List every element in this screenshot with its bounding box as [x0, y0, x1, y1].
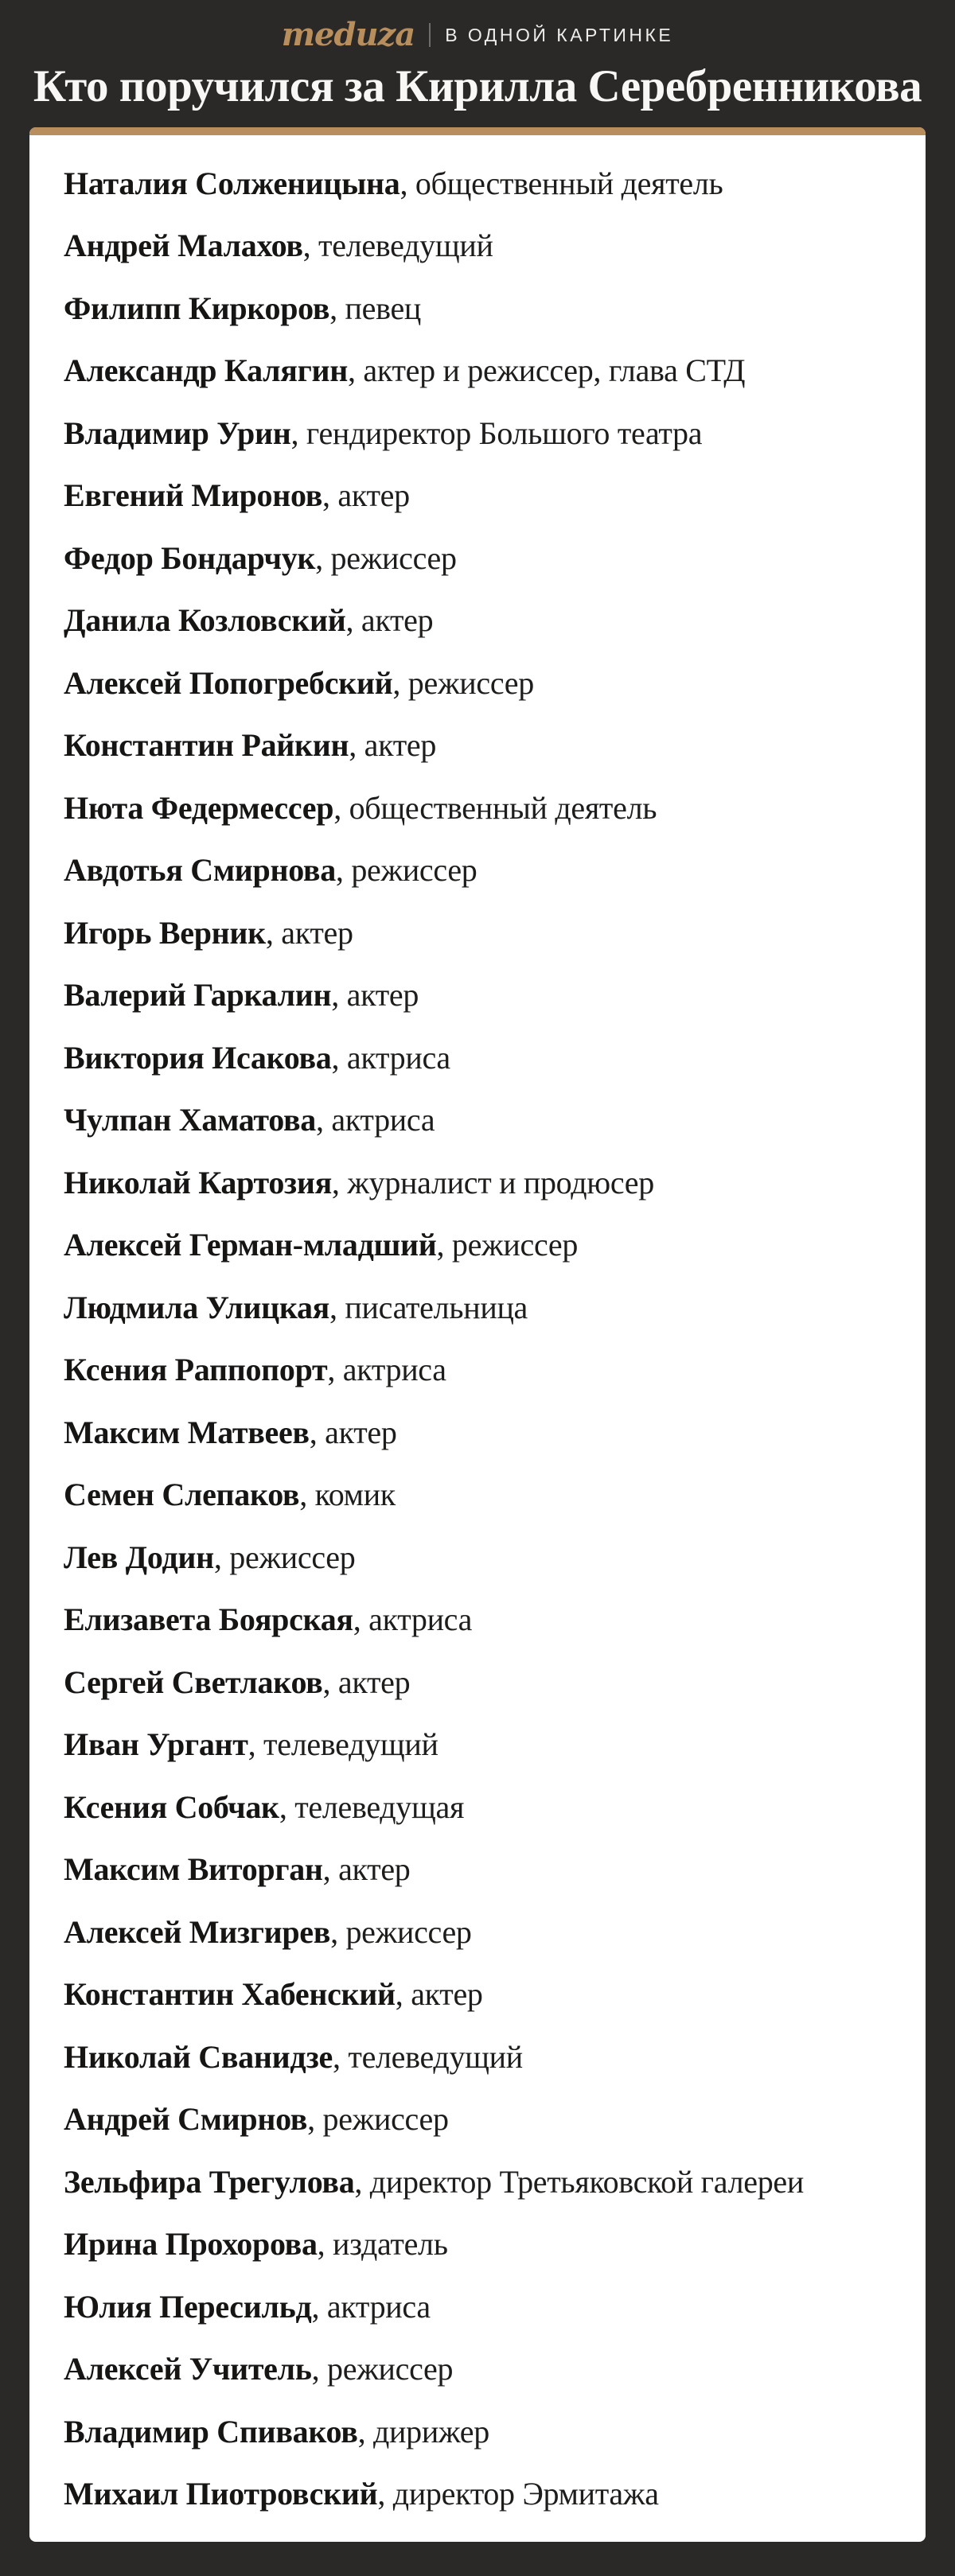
person-role: , телеведущий [332, 2038, 523, 2075]
person-role: , общественный деятель [333, 789, 657, 826]
guarantors-list [29, 135, 926, 2542]
person-role: , директор Третьяковской галереи [354, 2163, 804, 2200]
person-role: , режиссер [335, 852, 477, 889]
list-item [64, 776, 891, 839]
list-item [64, 1338, 891, 1401]
person-name: Александр Калягин [64, 352, 348, 389]
list-item [64, 464, 891, 527]
person-role: , комик [299, 1477, 396, 1513]
list-item [64, 1713, 891, 1776]
list-item [64, 2150, 891, 2213]
list-item [64, 1276, 891, 1339]
person-role: , актер [395, 1976, 483, 2013]
person-name: Людмила Улицкая [64, 1289, 330, 1325]
list-item [64, 2275, 891, 2338]
person-role: , актер [349, 727, 437, 764]
header [0, 0, 955, 111]
person-name: Федор Бондарчук [64, 539, 316, 576]
list-item [64, 527, 891, 590]
person-name: Максим Виторган [64, 1851, 323, 1888]
person-name: Юлия Пересильд [64, 2288, 312, 2325]
person-role: , актер [322, 477, 410, 514]
person-name: Ксения Раппопорт [64, 1352, 328, 1388]
person-role: , актер [309, 1414, 397, 1450]
person-role: , актриса [311, 2288, 431, 2325]
list-item [64, 2400, 891, 2463]
person-name: Николай Картозия [64, 1164, 332, 1200]
person-name: Елизавета Боярская [64, 1601, 353, 1638]
person-name: Константин Райкин [64, 727, 349, 764]
person-name: Иван Ургант [64, 1726, 248, 1763]
list-item [64, 2337, 891, 2400]
list-item [64, 339, 891, 402]
card [29, 127, 926, 2542]
page-title: Кто поручился за Кирилла Серебренникова [33, 61, 922, 111]
list-item [64, 1026, 891, 1089]
list-item [64, 2212, 891, 2275]
person-name: Ксения Собчак [64, 1788, 279, 1825]
person-name: Зельфира Трегулова [64, 2163, 355, 2200]
person-role: , директор Эрмитажа [377, 2476, 659, 2512]
person-role: , гендиректор Большого театра [290, 414, 703, 451]
person-role: , актер [331, 977, 419, 1014]
brand-row [0, 16, 955, 53]
person-role: , телеведущая [279, 1788, 465, 1825]
person-name: Валерий Гаркалин [64, 977, 332, 1014]
person-name: Евгений Миронов [64, 477, 323, 514]
person-name: Игорь Верник [64, 914, 266, 951]
person-name: Максим Матвеев [64, 1414, 310, 1450]
separator-bar [429, 23, 431, 47]
list-item [64, 1588, 891, 1651]
person-name: Нюта Федермессер [64, 789, 334, 826]
list-item [64, 1901, 891, 1963]
person-name: Алексей Герман-младший [64, 1227, 437, 1263]
person-name: Виктория Исакова [64, 1039, 332, 1076]
list-item [64, 214, 891, 277]
list-item [64, 1651, 891, 1714]
person-role: , актриса [353, 1601, 473, 1638]
person-role: , дирижер [357, 2413, 489, 2450]
list-item [64, 1463, 891, 1526]
person-role: , издатель [317, 2226, 448, 2263]
list-item [64, 2025, 891, 2088]
list-item [64, 402, 891, 465]
person-name: Данила Козловский [64, 602, 346, 639]
person-name: Алексей Попогребский [64, 664, 393, 701]
person-name: Андрей Смирнов [64, 2101, 308, 2138]
person-name: Авдотья Смирнова [64, 852, 336, 889]
person-role: , режиссер [307, 2101, 449, 2138]
person-name: Андрей Малахов [64, 228, 303, 264]
person-name: Николай Сванидзе [64, 2038, 333, 2075]
list-item [64, 1401, 891, 1464]
person-role: , актер [322, 1664, 411, 1700]
person-role: , актер [265, 914, 353, 951]
person-role: , актер [322, 1851, 411, 1888]
person-role: , журналист и продюсер [331, 1164, 654, 1200]
person-role: , режиссер [330, 1913, 472, 1950]
person-name: Лев Додин [64, 1539, 214, 1575]
list-item [64, 652, 891, 714]
list-item [64, 2088, 891, 2150]
person-role: , телеведущий [248, 1726, 439, 1763]
person-role: , режиссер [311, 2351, 454, 2387]
person-role: , режиссер [315, 539, 457, 576]
person-role: , певец [329, 290, 422, 326]
list-item [64, 2462, 891, 2525]
person-role: , актриса [315, 1102, 435, 1138]
meduza-logo: meduza [281, 16, 415, 53]
person-role: , актер и режиссер, глава СТД [347, 352, 746, 389]
list-item [64, 1963, 891, 2025]
person-role: , актер [345, 602, 434, 639]
person-name: Владимир Спиваков [64, 2413, 358, 2450]
list-item [64, 1838, 891, 1901]
person-name: Ирина Прохорова [64, 2226, 318, 2263]
person-role: , писательница [329, 1289, 528, 1325]
list-item [64, 839, 891, 901]
list-item [64, 963, 891, 1026]
list-item [64, 901, 891, 964]
person-name: Чулпан Хаматова [64, 1102, 316, 1138]
section-label: В ОДНОЙ КАРТИНКЕ [445, 25, 674, 45]
person-role: , режиссер [213, 1539, 356, 1575]
person-role: , актриса [327, 1352, 446, 1388]
card-top-accent-bar [29, 127, 926, 135]
list-item [64, 277, 891, 340]
person-role: , общественный деятель [400, 165, 723, 201]
person-role: , телеведущий [302, 228, 493, 264]
list-item [64, 152, 891, 215]
person-name: Владимир Урин [64, 414, 291, 451]
person-name: Сергей Светлаков [64, 1664, 323, 1700]
person-name: Наталия Солженицына [64, 165, 400, 201]
list-item [64, 714, 891, 776]
person-role: , актриса [331, 1039, 450, 1076]
person-name: Филипп Киркоров [64, 290, 330, 326]
list-item [64, 1213, 891, 1276]
person-name: Семен Слепаков [64, 1477, 300, 1513]
person-role: , режиссер [392, 664, 534, 701]
list-item [64, 1776, 891, 1839]
person-name: Алексей Учитель [64, 2351, 312, 2387]
person-name: Константин Хабенский [64, 1976, 396, 2013]
list-item [64, 1088, 891, 1151]
list-item [64, 1526, 891, 1589]
list-item [64, 1151, 891, 1214]
person-role: , режиссер [436, 1227, 579, 1263]
person-name: Алексей Мизгирев [64, 1913, 331, 1950]
person-name: Михаил Пиотровский [64, 2476, 378, 2512]
list-item [64, 589, 891, 652]
